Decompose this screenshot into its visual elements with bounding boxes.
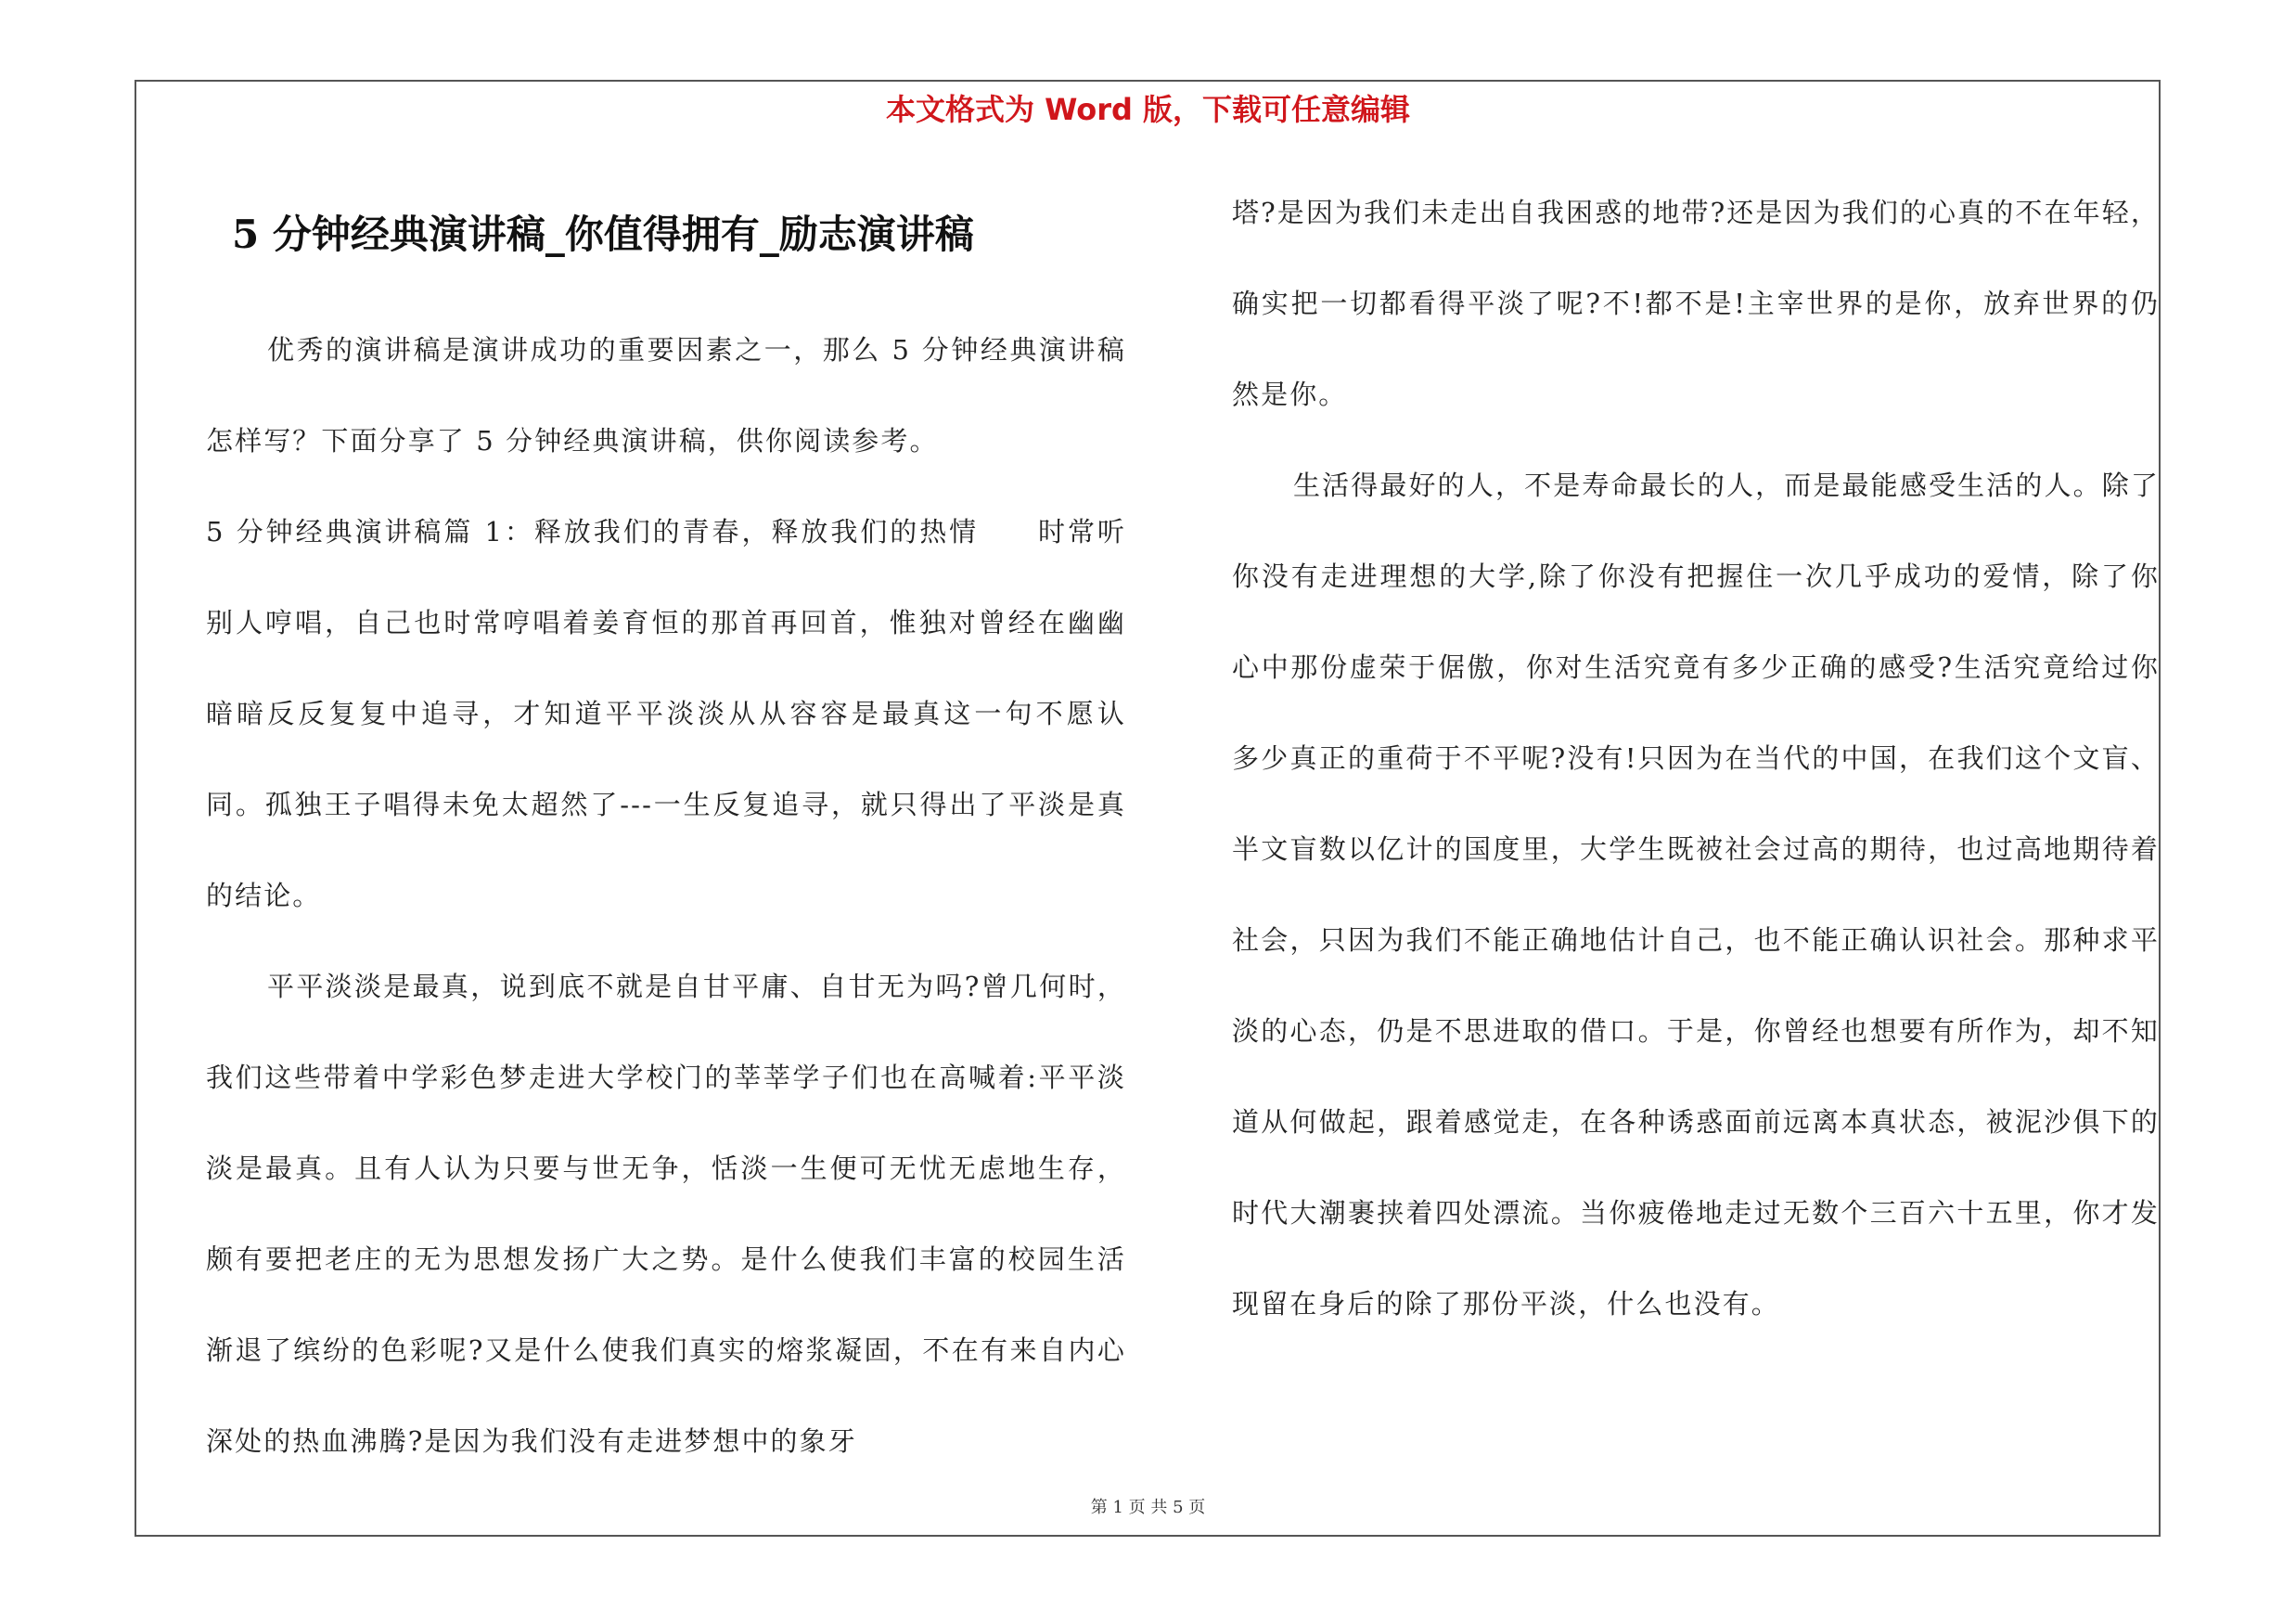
paragraph-intro: 优秀的演讲稿是演讲成功的重要因素之一，那么 5 分钟经典演讲稿怎样写？下面分享了 5 分钟经典演讲稿，供你阅读参考。: [206, 334, 1126, 457]
page-number-footer: 第 1 页 共 5 页: [1090, 1498, 1206, 1517]
paragraph-continuation: 塔?是因为我们未走出自我困惑的地带?还是因为我们的心真的不在年轻，确实把一切都看得平淡了呢?不!都不是!主宰世界的是你，放弃世界的仍然是你。: [1232, 197, 2160, 410]
paragraph-body: 平平淡淡是最真，说到底不就是自甘平庸、自甘无为吗?曾几何时，我们这些带着中学彩色梦走进大学校门的莘莘学子们也在高喊着:平平淡淡是最真。且有人认为只要与世无争，恬淡一生便可无忧无虑地生存，颇有要把老庄的无为思想发扬广大之势。是什么使我们丰富的校园生活渐退了缤纷的色彩呢?又是什么使我们真实的熔浆凝固，不在有来自内心深处的热血沸腾?是因为我们没有走进梦想中的象牙: [206, 971, 1126, 1457]
paragraph-speech-heading: 5 分钟经典演讲稿篇 1：释放我们的青春，释放我们的热情 时常听别人哼唱，自己也时常哼唱着姜育恒的那首再回首，惟独对曾经在幽幽暗暗反反复复中追寻，才知道平平淡淡从从容容是最真这一句不愿认同。孤独王子唱得未免太超然了---一生反复追寻，就只得出了平淡是真的结论。: [206, 516, 1126, 911]
document-title: 5 分钟经典演讲稿_你值得拥有_励志演讲稿: [232, 212, 974, 257]
right-text-column: [1232, 167, 2160, 1349]
format-notice-banner: 本文格式为 Word 版，下载可任意编辑: [885, 92, 1411, 127]
left-text-column: [206, 304, 1126, 1487]
paragraph-body: 生活得最好的人，不是寿命最长的人，而是最能感受生活的人。除了你没有走进理想的大学,除了你没有把握住一次几乎成功的爱情，除了你心中那份虚荣于倨傲，你对生活究竟有多少正确的感受?生活究竟给过你多少真正的重荷于不平呢?没有!只因为在当代的中国，在我们这个文盲、半文盲数以亿计的国度里，大学生既被社会过高的期待，也过高地期待着社会，只因为我们不能正确地估计自己，也不能正确认识社会。那种求平淡的心态，仍是不思进取的借口。于是，你曾经也想要有所作为，却不知道从何做起，跟着感觉走，在各种诱惑面前远离本真状态，被泥沙俱下的时代大潮裹挟着四处漂流。当你疲倦地走过无数个三百六十五里，你才发现留在身后的除了那份平淡，什么也没有。: [1232, 470, 2160, 1320]
